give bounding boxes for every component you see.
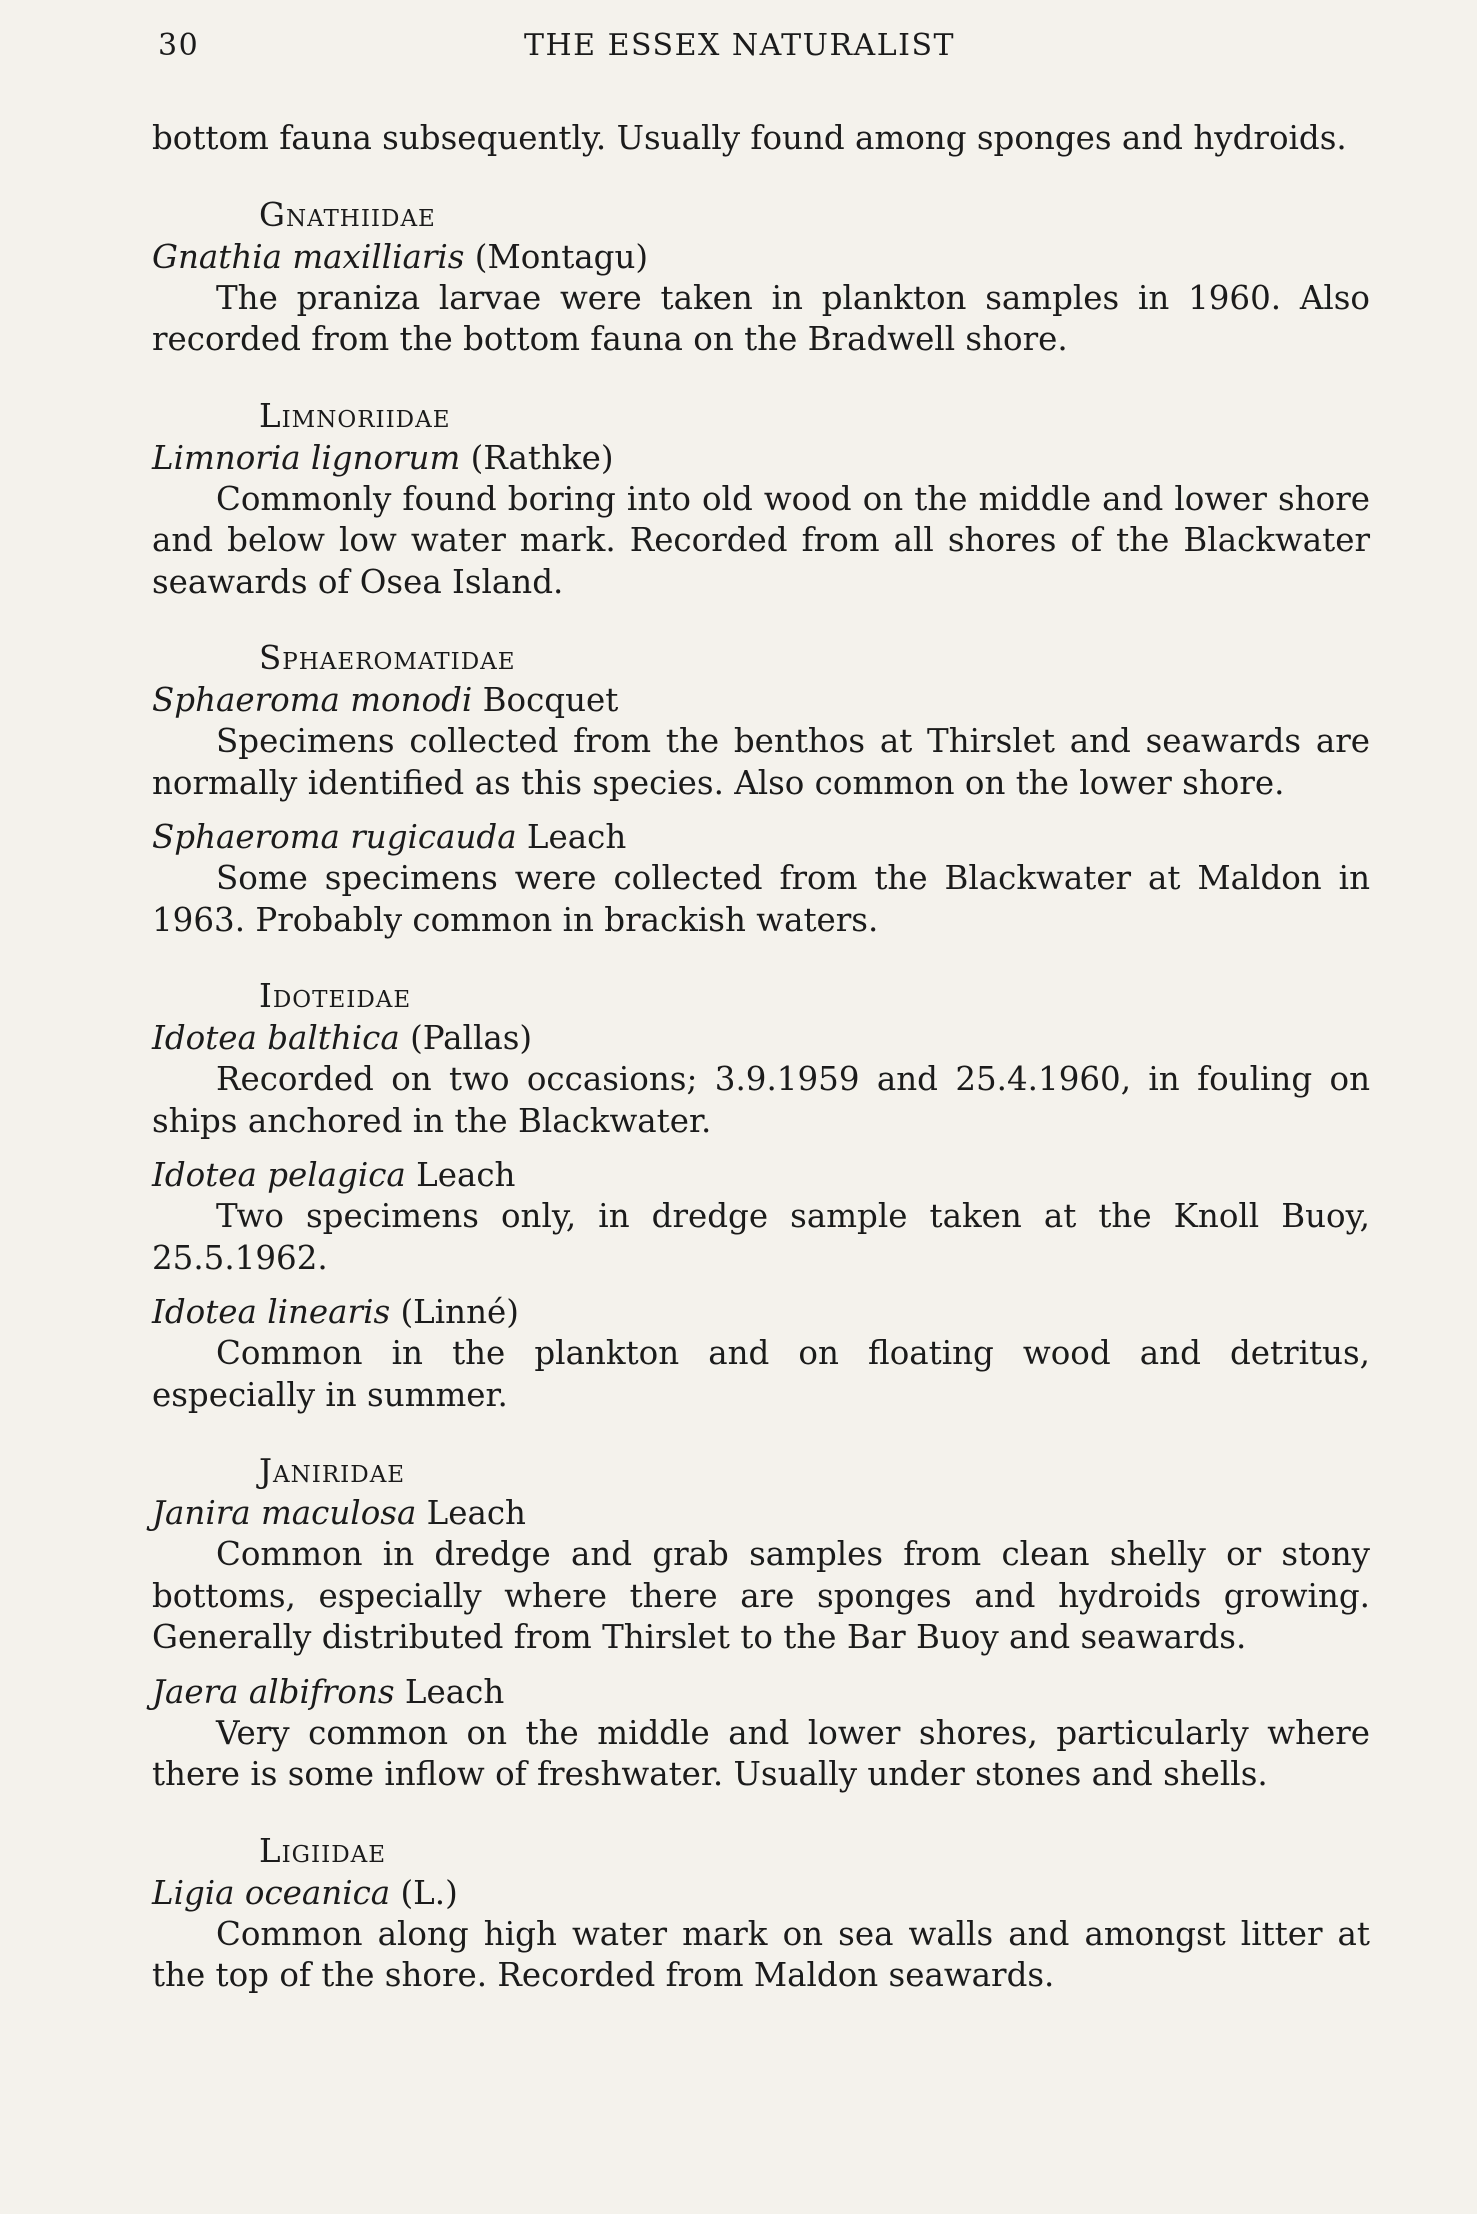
species-name: Gnathia maxilliaris <box>152 237 465 276</box>
species-jaera-albifrons <box>152 1671 1370 1713</box>
species-description: Some specimens were collected from the Blackwater at Maldon in 1963. Probably common in brackish waters. <box>152 859 1370 939</box>
species-sphaeroma-rugicauda <box>152 816 1370 858</box>
family-heading-limnoriidae: Limnoriidae <box>259 396 451 435</box>
running-title: THE ESSEX NATURALIST <box>524 28 956 63</box>
species-name: Idotea balthica <box>152 1019 400 1057</box>
species-author: Leach <box>394 1672 505 1711</box>
species-author: Bocquet <box>472 681 619 719</box>
species-sphaeroma-monodi <box>152 679 1370 721</box>
running-header <box>152 22 1370 70</box>
species-description: Common along high water mark on sea walls and amongst litter at the top of the shore. Recorded from Maldon seawards. <box>152 1914 1370 1994</box>
species-idotea-pelagica <box>152 1154 1370 1196</box>
species-limnoria-lignorum <box>152 437 1370 479</box>
species-name: Limnoria lignorum <box>152 438 461 477</box>
species-author: (Linné) <box>390 1293 519 1331</box>
species-name: Jaera albifrons <box>152 1672 395 1711</box>
species-description: Very common on the middle and lower shores, particularly where there is some inflow of freshwater. Usually under stones and shells. <box>152 1713 1370 1793</box>
family-heading-janiridae: Janiridae <box>259 1452 406 1490</box>
species-description: Specimens collected from the benthos at Thirslet and seawards are normally identified as this species. Also common on the lower shore. <box>152 722 1370 802</box>
page-body <box>152 118 1370 1997</box>
species-ligia-oceanica <box>152 1872 1370 1914</box>
family-heading-idoteidae: Idoteidae <box>259 977 412 1015</box>
species-author: Leach <box>416 1494 526 1532</box>
species-author: (L.) <box>390 1873 458 1912</box>
species-author: Leach <box>516 818 627 856</box>
species-description: Common in the plankton and on floating wood and detritus, especially in summer. <box>152 1334 1370 1414</box>
species-name: Idotea pelagica <box>152 1156 406 1194</box>
species-name: Ligia oceanica <box>152 1873 391 1912</box>
family-heading-ligiidae: Ligiidae <box>259 1831 387 1870</box>
species-description: Recorded on two occasions; 3.9.1959 and 25.4.1960, in fouling on ships anchored in the Blackwater. <box>152 1060 1370 1140</box>
species-idotea-linearis <box>152 1291 1370 1333</box>
species-name: Sphaeroma monodi <box>152 681 473 719</box>
species-description: Two specimens only, in dredge sample taken at the Knoll Buoy, 25.5.1962. <box>152 1197 1370 1277</box>
species-idotea-balthica <box>152 1017 1370 1059</box>
document-page <box>152 22 1370 1997</box>
species-description: Common in dredge and grab samples from clean shelly or stony bottoms, especially where there are sponges and hydroids growing. Generally distributed from Thirslet to the Bar Buoy and seawards. <box>152 1535 1370 1656</box>
species-author: (Rathke) <box>460 438 614 477</box>
species-name: Sphaeroma rugicauda <box>152 818 517 856</box>
species-name: Idotea linearis <box>152 1293 391 1331</box>
species-author: (Montagu) <box>464 237 649 276</box>
intro-paragraph: bottom fauna subsequently. Usually found among sponges and hydroids. <box>152 119 1347 157</box>
page-number: 30 <box>158 28 200 63</box>
species-janira-maculosa <box>152 1492 1370 1534</box>
family-heading-gnathiidae: Gnathiidae <box>259 195 436 234</box>
species-gnathia-maxilliaris <box>152 236 1370 278</box>
species-description: The praniza larvae were taken in plankton samples in 1960. Also recorded from the bottom fauna on the Bradwell shore. <box>152 278 1370 358</box>
species-description: Commonly found boring into old wood on the middle and lower shore and below low water mark. Recorded from all shores of the Blackwater seawards of Osea Island. <box>152 479 1370 601</box>
species-name: Janira maculosa <box>152 1494 417 1532</box>
species-author: (Pallas) <box>399 1019 533 1057</box>
family-heading-sphaeromatidae: Sphaeromatidae <box>259 639 516 677</box>
species-author: Leach <box>405 1156 516 1194</box>
